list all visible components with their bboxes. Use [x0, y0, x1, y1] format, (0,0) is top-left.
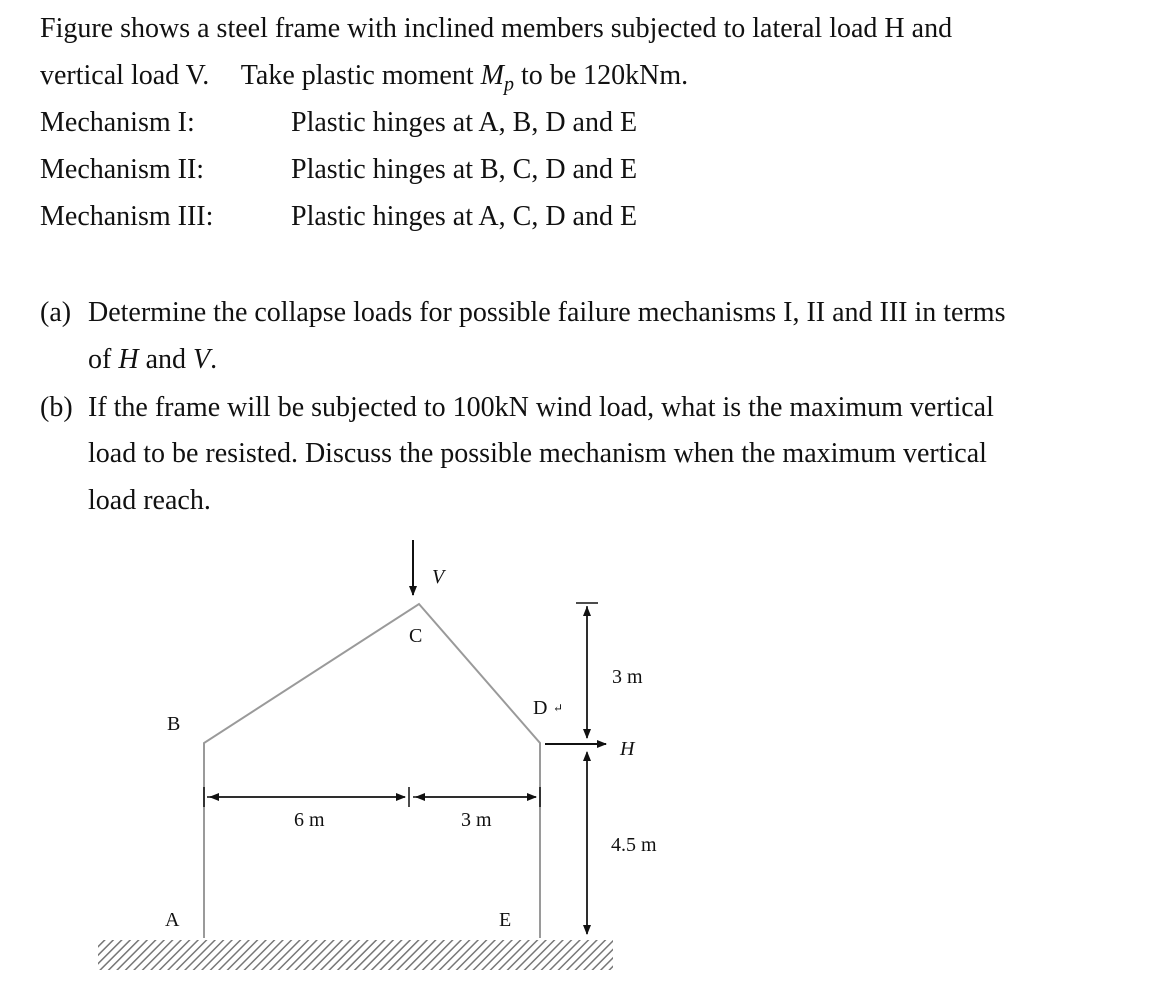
mp-symbol: M	[480, 60, 504, 91]
dim-4-5m-label: 4.5 m	[611, 834, 657, 856]
load-v-label: V	[432, 566, 445, 588]
intro-line-1	[40, 12, 952, 46]
intro-text-2a: vertical load V.	[40, 60, 210, 91]
dim-6m-label: 6 m	[294, 809, 325, 831]
mechanism-1-label: Mechanism I:	[40, 107, 195, 138]
question-b-line-1: If the frame will be subjected to 100kN wind load, what is the maximum vertical	[88, 392, 994, 423]
mechanism-2-desc: Plastic hinges at B, C, D and E	[291, 154, 638, 185]
question-b-line-2: load to be resisted. Discuss the possible mechanism when the maximum vertical	[88, 438, 987, 469]
question-a-of: of	[88, 344, 119, 375]
question-a-period: .	[210, 344, 218, 375]
node-b-label: B	[167, 713, 181, 735]
node-c-label: C	[409, 625, 423, 647]
question-a-v: V	[193, 344, 211, 375]
dim-3m-horizontal-label: 3 m	[461, 809, 492, 831]
mechanism-2-label: Mechanism II:	[40, 154, 205, 185]
intro-line-2	[40, 59, 688, 102]
mp-subscript: p	[503, 73, 514, 96]
question-a-marker: (a)	[40, 297, 72, 328]
intro-text-2c: to be 120kNm.	[513, 60, 689, 91]
mechanism-3-desc: Plastic hinges at A, C, D and E	[291, 201, 638, 232]
question-a-and: and	[138, 344, 193, 375]
intro-text-2b: Take plastic moment	[240, 60, 481, 91]
mechanism-3-label: Mechanism III:	[40, 201, 214, 232]
intro-text-1: Figure shows a steel frame with inclined members subjected to lateral load H and	[40, 13, 953, 44]
ground-hatch	[98, 940, 613, 970]
dim-3m-vertical-label: 3 m	[612, 666, 643, 688]
node-a-label: A	[165, 909, 180, 931]
load-h-label: H	[620, 738, 635, 760]
node-e-label: E	[499, 909, 512, 931]
node-d-return-mark: ↵	[553, 701, 564, 715]
question-b-line-3: load reach.	[88, 485, 211, 516]
question-b-marker: (b)	[40, 392, 73, 423]
question-a-line-2	[88, 343, 217, 377]
mechanism-1-desc: Plastic hinges at A, B, D and E	[291, 107, 638, 138]
node-d-label: D	[533, 697, 548, 719]
question-a-line-1: Determine the collapse loads for possible failure mechanisms I, II and III in terms	[88, 297, 1006, 328]
question-a-h: H	[118, 344, 139, 375]
frame-outline	[204, 604, 540, 938]
frame-figure	[0, 540, 700, 980]
